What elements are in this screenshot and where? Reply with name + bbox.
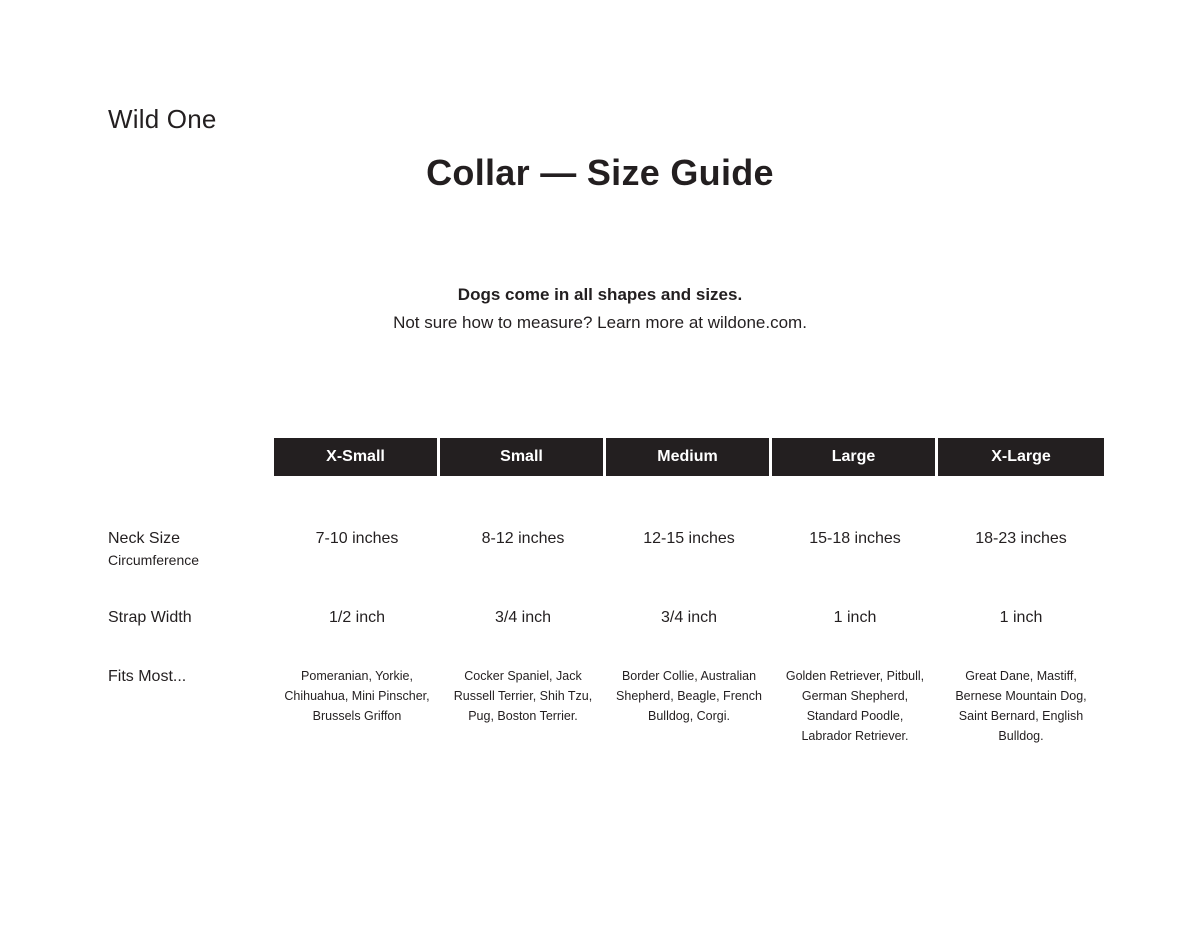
cell-fits-x-large	[938, 666, 1104, 746]
column-header-medium	[606, 438, 772, 476]
table-row	[108, 528, 1092, 570]
row-label: Neck Size	[108, 530, 181, 547]
column-header-label: X-Small	[274, 438, 437, 476]
cell-neck-medium	[606, 528, 772, 550]
cell-fits-large	[772, 666, 938, 746]
intro-subline: Not sure how to measure? Learn more at wildone.com.	[393, 313, 807, 332]
intro-block	[0, 282, 1200, 336]
brand-wordmark: Wild One	[108, 104, 217, 134]
table-row	[108, 666, 1092, 746]
cell-value: 1 inch	[999, 609, 1043, 626]
cell-value: Cocker Spaniel, Jack Russell Terrier, Shih Tzu, Pug, Boston Terrier.	[453, 669, 593, 723]
row-header-fits-most	[108, 666, 274, 688]
cell-strap-large	[772, 607, 938, 629]
table-header-row	[108, 438, 1092, 480]
cell-value: Golden Retriever, Pitbull, German Shepherd, Standard Poodle, Labrador Retriever.	[785, 669, 925, 743]
column-header-label: Medium	[606, 438, 769, 476]
cell-value: 7-10 inches	[315, 530, 399, 547]
column-header-x-small	[274, 438, 440, 476]
cell-neck-small	[440, 528, 606, 550]
size-table	[108, 438, 1092, 746]
cell-strap-x-large	[938, 607, 1104, 629]
cell-value: Great Dane, Mastiff, Bernese Mountain Dog, Saint Bernard, English Bulldog.	[955, 669, 1087, 743]
cell-value: Pomeranian, Yorkie, Chihuahua, Mini Pinscher, Brussels Griffon	[284, 669, 430, 723]
cell-strap-x-small	[274, 607, 440, 629]
cell-value: 3/4 inch	[494, 609, 552, 626]
cell-value: 1 inch	[833, 609, 877, 626]
cell-neck-x-large	[938, 528, 1104, 550]
column-header-label: Large	[772, 438, 935, 476]
cell-neck-large	[772, 528, 938, 550]
column-header-x-large	[938, 438, 1104, 476]
row-label: Strap Width	[108, 609, 192, 626]
cell-fits-medium	[606, 666, 772, 726]
cell-value: Border Collie, Australian Shepherd, Beagle, French Bulldog, Corgi.	[616, 669, 762, 723]
cell-fits-x-small	[274, 666, 440, 726]
row-label: Fits Most...	[108, 668, 187, 685]
cell-strap-small	[440, 607, 606, 629]
cell-value: 12-15 inches	[643, 530, 735, 547]
row-header-strap-width	[108, 607, 274, 629]
cell-value: 8-12 inches	[481, 530, 565, 547]
table-row	[108, 607, 1092, 629]
column-header-large	[772, 438, 938, 476]
row-sublabel: Circumference	[108, 552, 200, 568]
cell-strap-medium	[606, 607, 772, 629]
column-header-label: Small	[440, 438, 603, 476]
cell-value: 3/4 inch	[660, 609, 718, 626]
cell-value: 15-18 inches	[809, 530, 901, 547]
column-header-label: X-Large	[938, 438, 1104, 476]
cell-fits-small	[440, 666, 606, 726]
column-header-small	[440, 438, 606, 476]
cell-value: 18-23 inches	[975, 530, 1067, 547]
cell-value: 1/2 inch	[328, 609, 386, 626]
cell-neck-x-small	[274, 528, 440, 550]
row-header-neck-size	[108, 528, 274, 570]
intro-headline: Dogs come in all shapes and sizes.	[457, 285, 743, 304]
page-title: Collar — Size Guide	[426, 152, 774, 193]
